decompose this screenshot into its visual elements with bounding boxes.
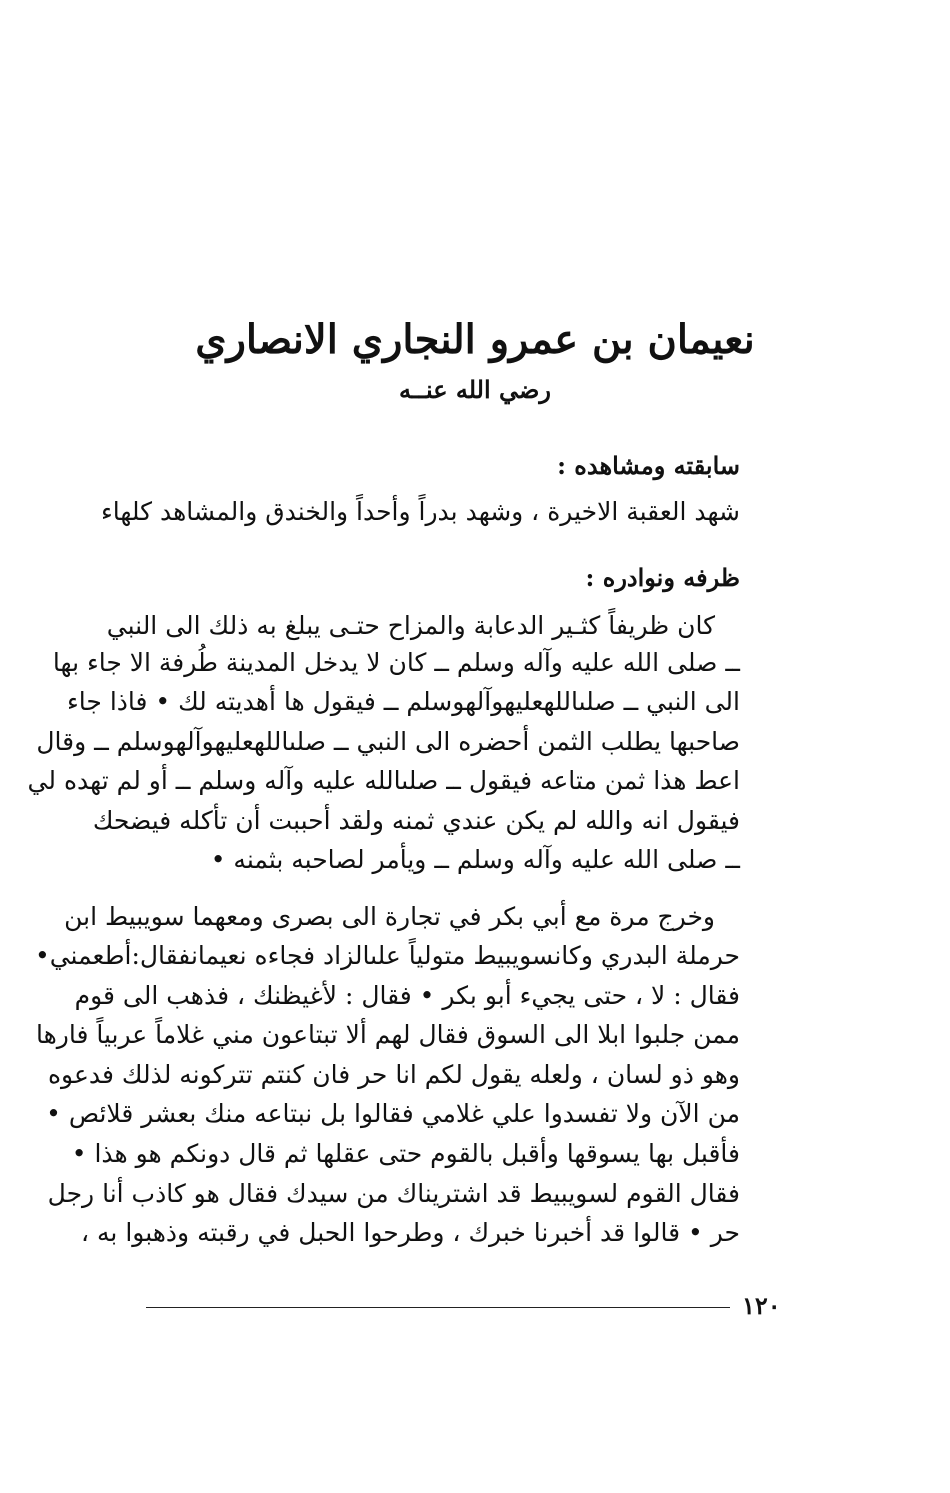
text-line: ــ صلى الله عليه وآله وسلم ــ كان لا يدخل المدينة طُرفة الا جاء بها (52, 648, 740, 677)
text-line: ــ صلى الله عليه وآله وسلم ــ ويأمر لصاحبه بثمنه • (210, 845, 740, 874)
text-line: كان ظريفاً كثـير الدعابة والمزاح حتـى يبلغ به ذلك الى النبي (106, 611, 715, 640)
text-line: حرملة البدري وكانسويبيط متولياً علىالزاد فجاءه نعيمانفقال:أطعمني• (34, 941, 740, 970)
page-number: ١٢٠ (742, 1291, 781, 1320)
page-subtitle: رضي الله عنــه (399, 375, 551, 404)
page-title: نعيمان بن عمرو النجاري الانصاري (195, 316, 755, 363)
footer-divider (146, 1307, 730, 1308)
text-line: شهد العقبة الاخيرة ، وشهد بدراً وأحداً والخندق والمشاهد كلهاء (100, 497, 740, 526)
text-line: ممن جلبوا ابلا الى السوق فقال لهم ألا تبتاعون مني غلاماً عربياً فارها (35, 1020, 740, 1049)
section-heading-precedence: سابقته ومشاهده : (557, 451, 740, 480)
text-line: اعط هذا ثمن متاعه فيقول ــ صلىالله عليه وآله وسلم ــ أو لم تهده لي (27, 766, 740, 795)
text-line: من الآن ولا تفسدوا علي غلامي فقالوا بل نبتاعه منك بعشر قلائص • (46, 1099, 740, 1128)
text-line: فيقول انه والله لم يكن عندي ثمنه ولقد أحببت أن تأكله فيضحك (92, 806, 740, 835)
text-line: حر • قالوا قد أخبرنا خبرك ، وطرحوا الحبل في رقبته وذهبوا به ، (81, 1218, 740, 1247)
text-line: فقال : لا ، حتى يجيء أبو بكر • فقال : لأغيظنك ، فذهب الى قوم (74, 981, 740, 1010)
text-line: فأقبل بها يسوقها وأقبل بالقوم حتى عقلها ثم قال دونكم هو هذا • (71, 1139, 740, 1168)
text-line: فقال القوم لسويبيط قد اشتريناك من سيدك فقال هو كاذب أنا رجل (47, 1179, 740, 1208)
text-line: الى النبي ــ صلىاللهعليهوآلهوسلم ــ فيقول ها أهديته لك • فاذا جاء (67, 687, 740, 716)
text-line: صاحبها يطلب الثمن أحضره الى النبي ــ صلىاللهعليهوآلهوسلم ــ وقال (36, 727, 740, 756)
text-line: وهو ذو لسان ، ولعله يقول لكم انا حر فان كنتم تتركونه لذلك فدعوه (47, 1060, 740, 1089)
section-heading-anecdotes: ظرفه ونوادره : (585, 563, 740, 592)
text-line: وخرج مرة مع أبي بكر في تجارة الى بصرى ومعهما سويبيط ابن (64, 902, 715, 931)
